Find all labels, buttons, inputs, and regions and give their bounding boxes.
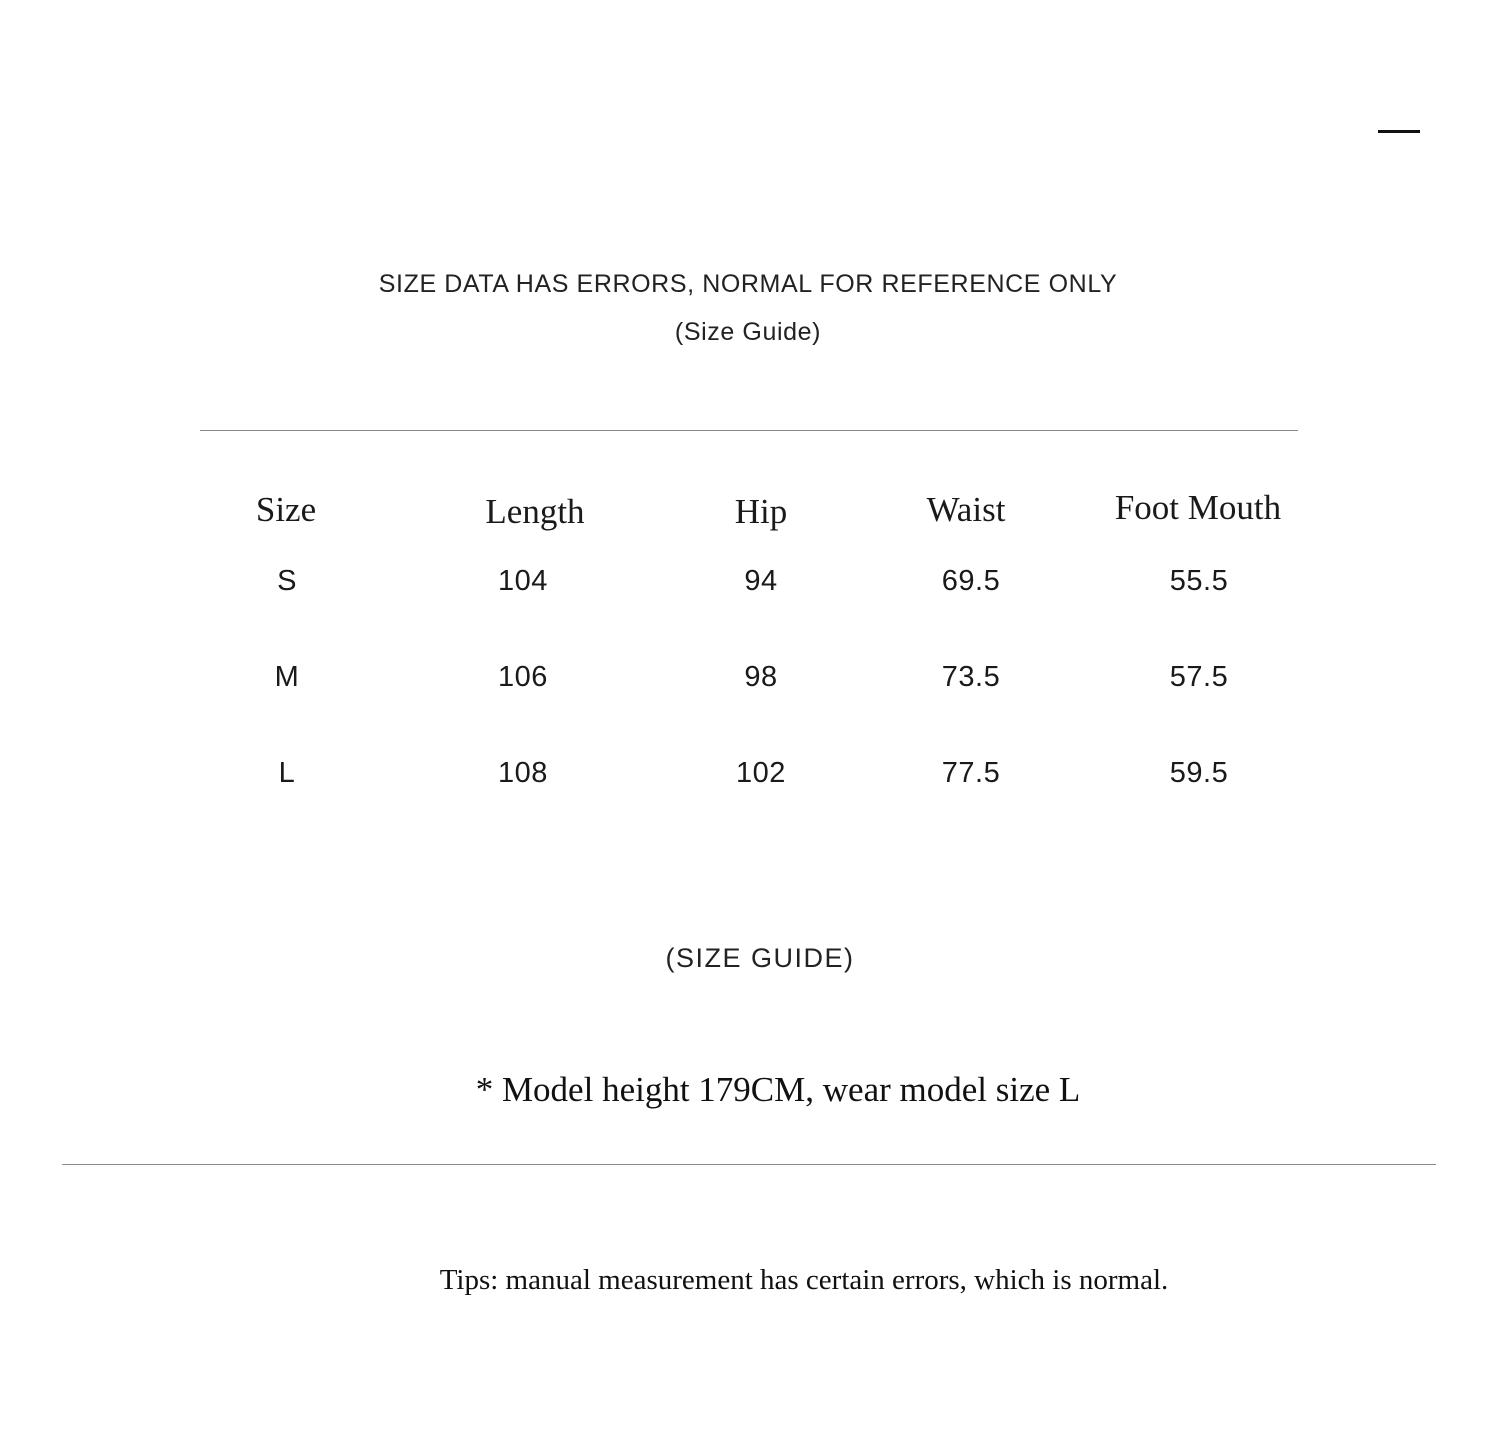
page-title: SIZE DATA HAS ERRORS, NORMAL FOR REFERENCE ONLY	[378, 270, 1118, 298]
size-guide-caption: (SIZE GUIDE)	[665, 943, 855, 973]
page-subtitle: (Size Guide)	[674, 318, 822, 346]
tips-note: Tips: manual measurement has certain errors, which is normal.	[439, 1264, 1169, 1296]
table-cell-length: 106	[498, 661, 548, 693]
column-header-size: Size	[255, 490, 317, 529]
column-header-foot-mouth: Foot Mouth	[1114, 488, 1282, 527]
table-cell-length: 108	[498, 757, 548, 789]
table-cell-foot-mouth: 57.5	[1169, 661, 1229, 693]
table-cell-size: S	[277, 565, 297, 597]
table-cell-hip: 94	[744, 565, 778, 597]
dash-mark	[1378, 130, 1420, 133]
table-cell-hip: 98	[744, 661, 778, 693]
top-divider	[200, 430, 1298, 431]
table-cell-hip: 102	[736, 757, 786, 789]
table-cell-length: 104	[498, 565, 548, 597]
table-cell-waist: 69.5	[941, 565, 1001, 597]
bottom-divider	[62, 1164, 1436, 1165]
table-cell-waist: 73.5	[941, 661, 1001, 693]
column-header-length: Length	[485, 492, 585, 531]
table-cell-waist: 77.5	[941, 757, 1001, 789]
table-cell-foot-mouth: 55.5	[1169, 565, 1229, 597]
model-note: * Model height 179CM, wear model size L	[475, 1070, 1081, 1109]
table-cell-foot-mouth: 59.5	[1169, 757, 1229, 789]
table-cell-size: L	[278, 757, 296, 789]
table-cell-size: M	[274, 661, 300, 693]
column-header-hip: Hip	[734, 492, 788, 531]
column-header-waist: Waist	[926, 490, 1006, 529]
